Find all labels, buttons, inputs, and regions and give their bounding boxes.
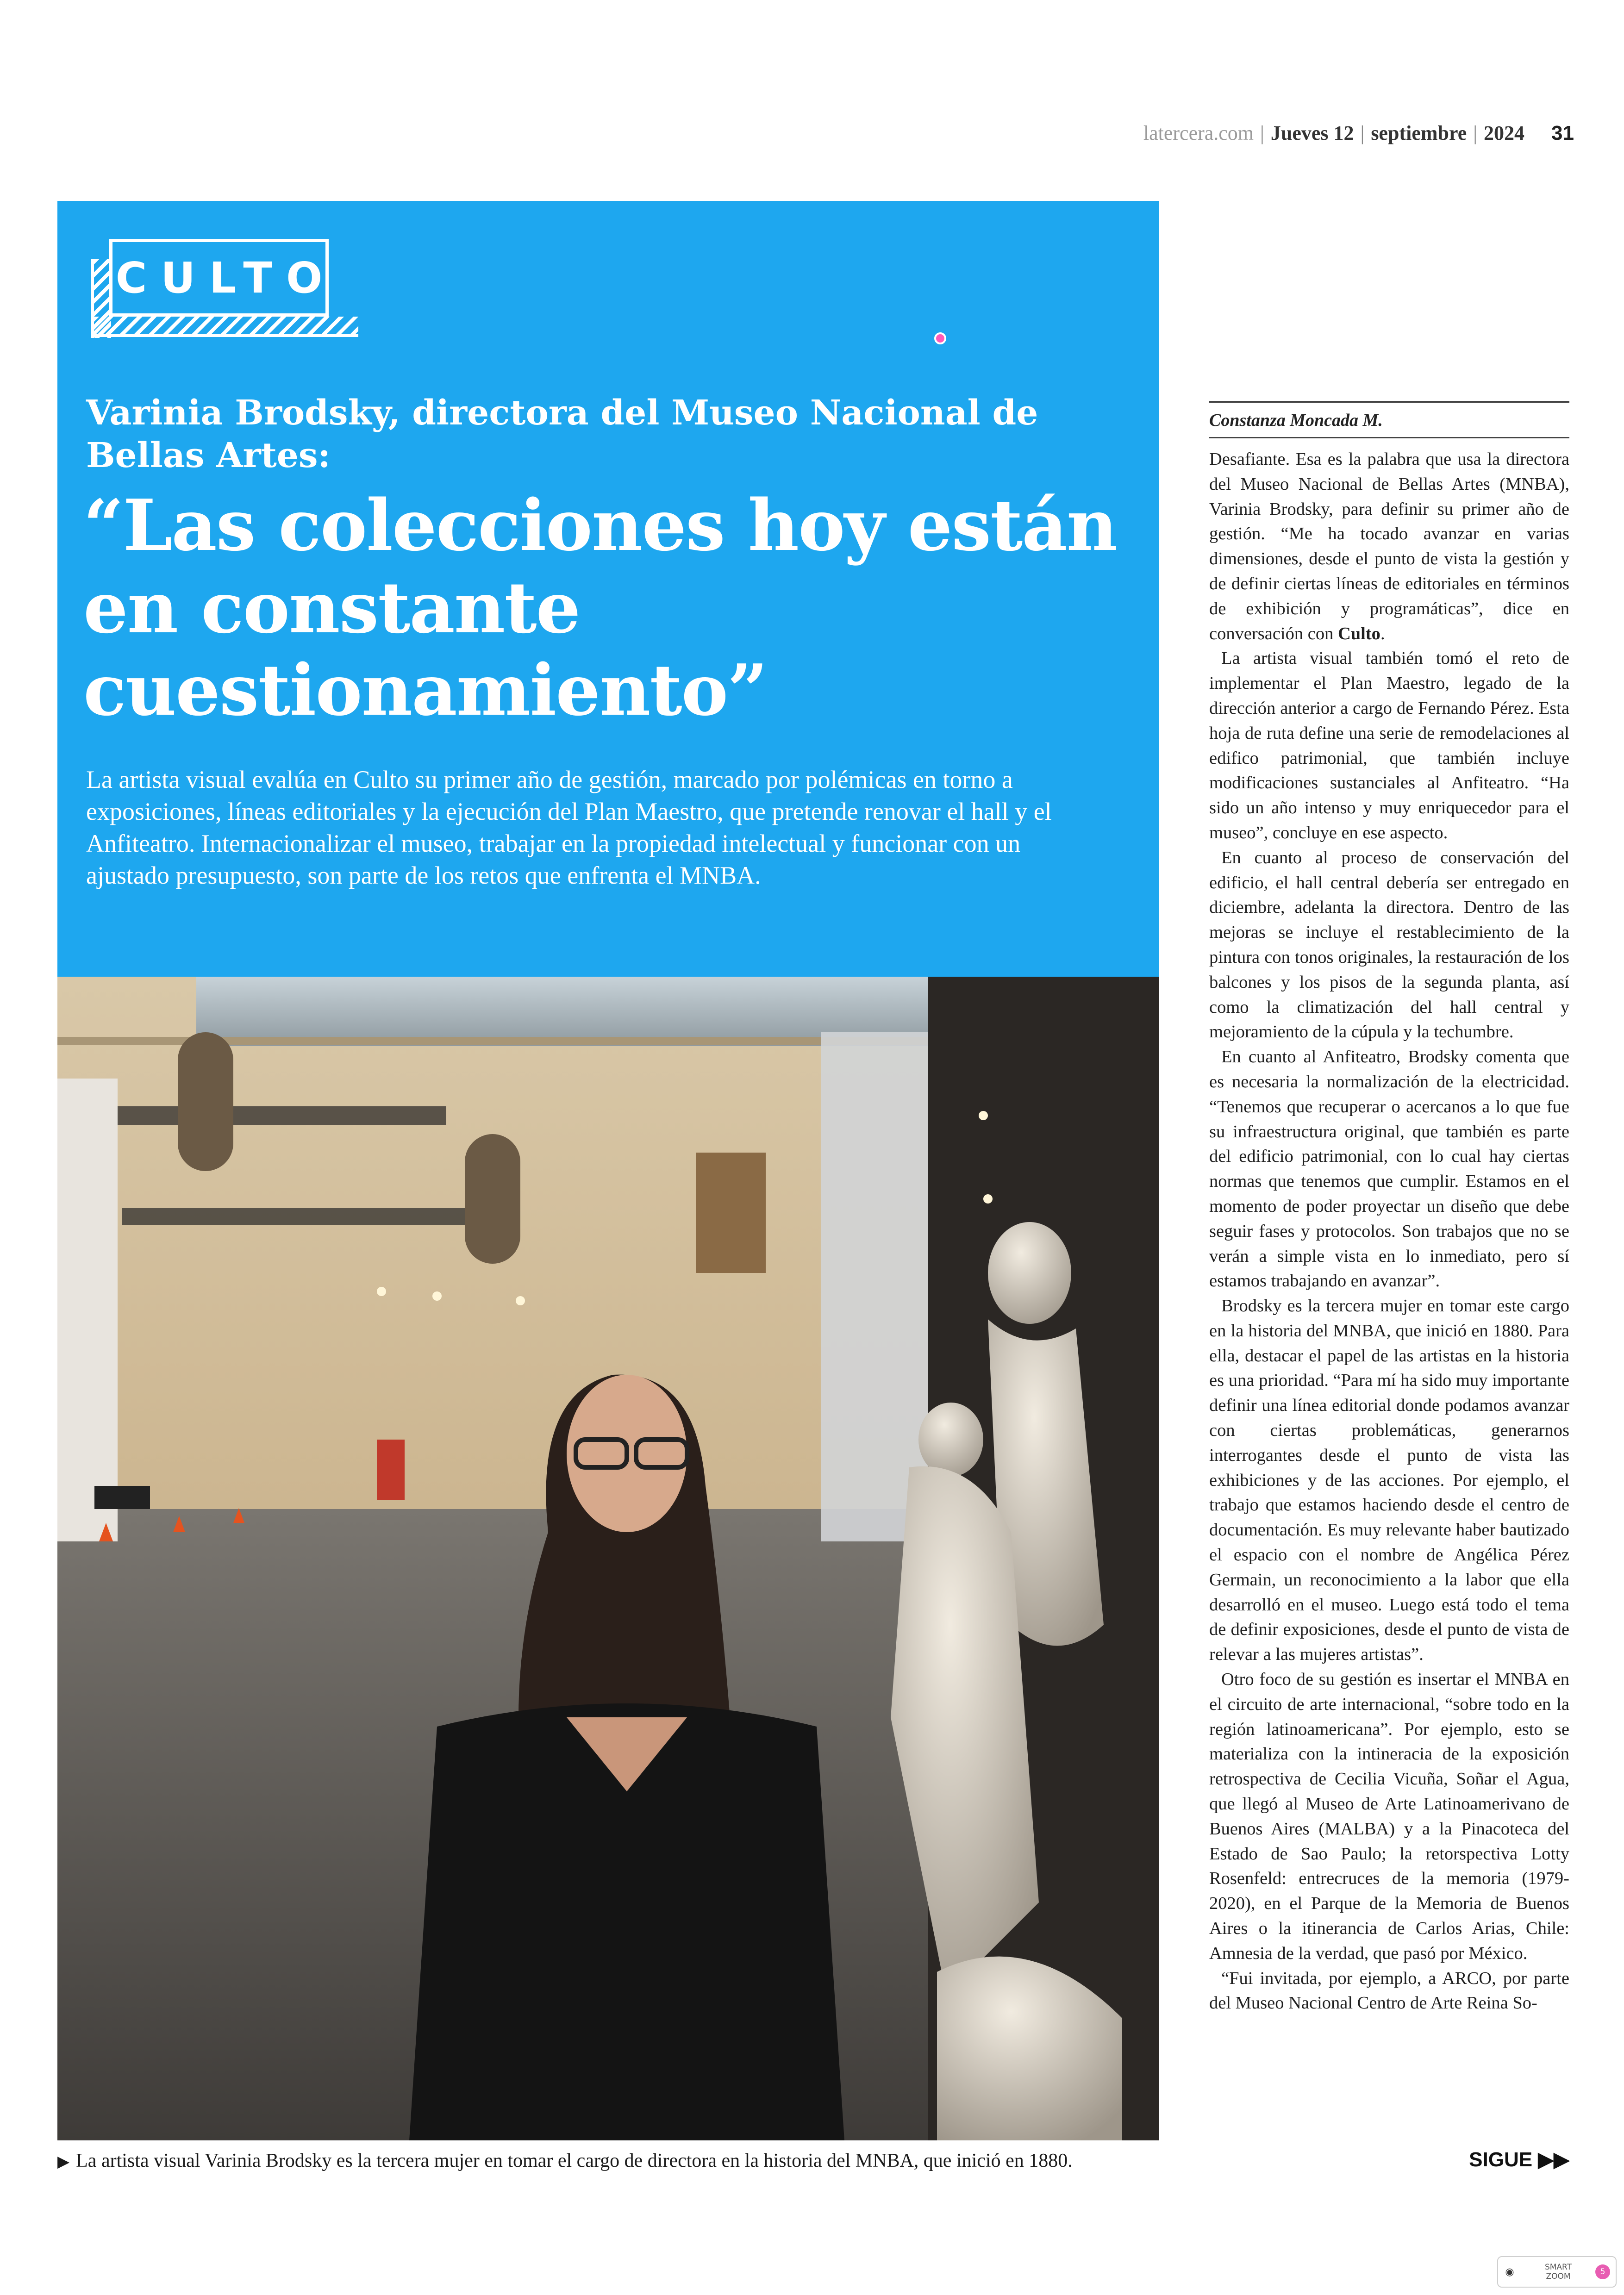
site-name: latercera.com <box>1143 122 1254 144</box>
main-photo <box>57 977 1159 2140</box>
lede: La artista visual evalúa en Culto su primer año de gestión, marcado por polémicas en torno a exposiciones, líneas editoriales y la ejecución del Plan Maestro, que pretende renovar el hall y el Anfiteatro. Internacionalizar el museo, trabajar en la propiedad intelectual y funcionar con un ajustado presupuesto, son parte de los retos que enfrenta el MNBA. <box>86 766 1052 889</box>
photo-caption <box>57 2150 1168 2172</box>
smart-zoom-label: SMART <box>1544 2263 1572 2272</box>
page-number: 31 <box>1551 121 1574 144</box>
photo-caption-text: La artista visual Varinia Brodsky es la tercera mujer en tomar el cargo de directora en la historia del MNBA, que inició en 1880. <box>76 2150 1073 2171</box>
section-logo-text: CULTO <box>115 253 337 303</box>
section-logo <box>91 239 350 343</box>
article-body <box>1209 447 1569 2016</box>
continue-label: SIGUE ▶▶ <box>1469 2148 1569 2171</box>
caption-arrow-icon: ▶ <box>57 2153 70 2170</box>
date-year: 2024 <box>1484 122 1525 144</box>
paragraph: Otro foco de su gestión es insertar el MNBA en el circuito de arte internacional, “sobre todo en la región latinoamericana”. Por ejemplo, esto se materializa con la intineracia de la exposición retrospectiva de Cecilia Vicuña, Soñar el Agua, que llegó al Museo de Arte Latinoamerivano de Buenos Aires (MALBA) y a la Pinacoteca del Estado de Sao Paulo; la retorspectiva Lotty Rosenfeld: entrecruces de la memoria (1979-2020), en el Parque de la Memoria de Buenos Aires o la itinerancia de Carlos Arias, Chile: Amnesia de la verdad, que pasó por México. <box>1209 1670 1569 1963</box>
kicker: Varinia Brodsky, directora del Museo Nacional de Bellas Artes: <box>86 393 1038 475</box>
smart-zoom-label: ZOOM <box>1546 2272 1571 2281</box>
paragraph: Brodsky es la tercera mujer en tomar este cargo en la historia del MNBA, que inició en 1880. Para ella, destacar el papel de las artistas en la historia es una prioridad. “Para mí ha sido muy importante definir una línea editorial donde podamos avanzar con ciertas problemáticas, generarnos interrogantes desde el punto de vista las exhibiciones y de las acciones. Por ejemplo, el trabajo que estamos haciendo desde el centro de documentación. Es muy relevante haber bautizado el espacio con el nombre de Angélica Pérez Germain, un reconocimiento a la labor que ella desarrolló en el museo. Luego está todo el tema de definir exposiciones, desde el punto de vista de relevar a las mujeres artistas”. <box>1209 1296 1569 1665</box>
page-header: latercera.com | Jueves 12 | septiembre | 2024 31 <box>1143 121 1574 144</box>
accent-dot-icon <box>934 332 946 344</box>
paragraph: La artista visual también tomó el reto de implementar el Plan Maestro, legado de la dirección anterior a cargo de Fernando Pérez. Esta hoja de ruta define una serie de remodelaciones al edifico patrimonial, que también incluye modificaciones sustanciales al Anfiteatro. “Ha sido un año intenso y muy enriquecedor para el museo”, concluye en ese aspecto. <box>1209 649 1569 842</box>
byline: Constanza Moncada M. <box>1209 401 1569 438</box>
paragraph: “Fui invitada, por ejemplo, a ARCO, por parte del Museo Nacional Centro de Arte Reina So- <box>1209 1968 1569 2013</box>
smart-zoom-badge: 5 <box>1595 2264 1610 2279</box>
date-month: septiembre <box>1371 122 1467 144</box>
paragraph: En cuanto al Anfiteatro, Brodsky comenta que es necesaria la normalización de la electricidad. “Tenemos que recuperar o acercanos a lo que fue su infraestructura original, que también es parte del edificio patrimonial, con lo cual hay ciertas normas que tenemos que cumplir. Estamos en el momento de poder proyectar un diseño que debe seguir fases y protocolos. Son trabajos que no se verán a simple vista en lo inmediato, pero sí estamos trabajando en avanzar”. <box>1209 1047 1569 1291</box>
paragraph: En cuanto al proceso de conservación del edificio, el hall central debería ser entregado en diciembre, adelanta la directora. Dentro de las mejoras se incluye el restablecimiento de la pintura con tonos originales, la restauración de los balcones y los pisos de la segunda planta, así como la climatización del hall central y mejoramiento de la cúpula y la techumbre. <box>1209 848 1569 1042</box>
headline: “Las colecciones hoy están en constante cuestionamiento” <box>83 484 1117 731</box>
eye-icon: ◉ <box>1505 2266 1514 2278</box>
smart-zoom-button[interactable] <box>1497 2256 1617 2288</box>
hero-banner <box>57 201 1159 977</box>
date-day: Jueves 12 <box>1270 122 1354 144</box>
paragraph: Desafiante. Esa es la palabra que usa la directora del Museo Nacional de Bellas Artes (MNBA), Varinia Brodsky, para definir su primer año de gestión. “Me ha tocado avanzar en varias dimensiones, desde el punto de vista la gestión y de definir ciertas líneas de editoriales en términos de exhibición y programáticas”, dice en conversación con Culto. <box>1209 449 1569 643</box>
